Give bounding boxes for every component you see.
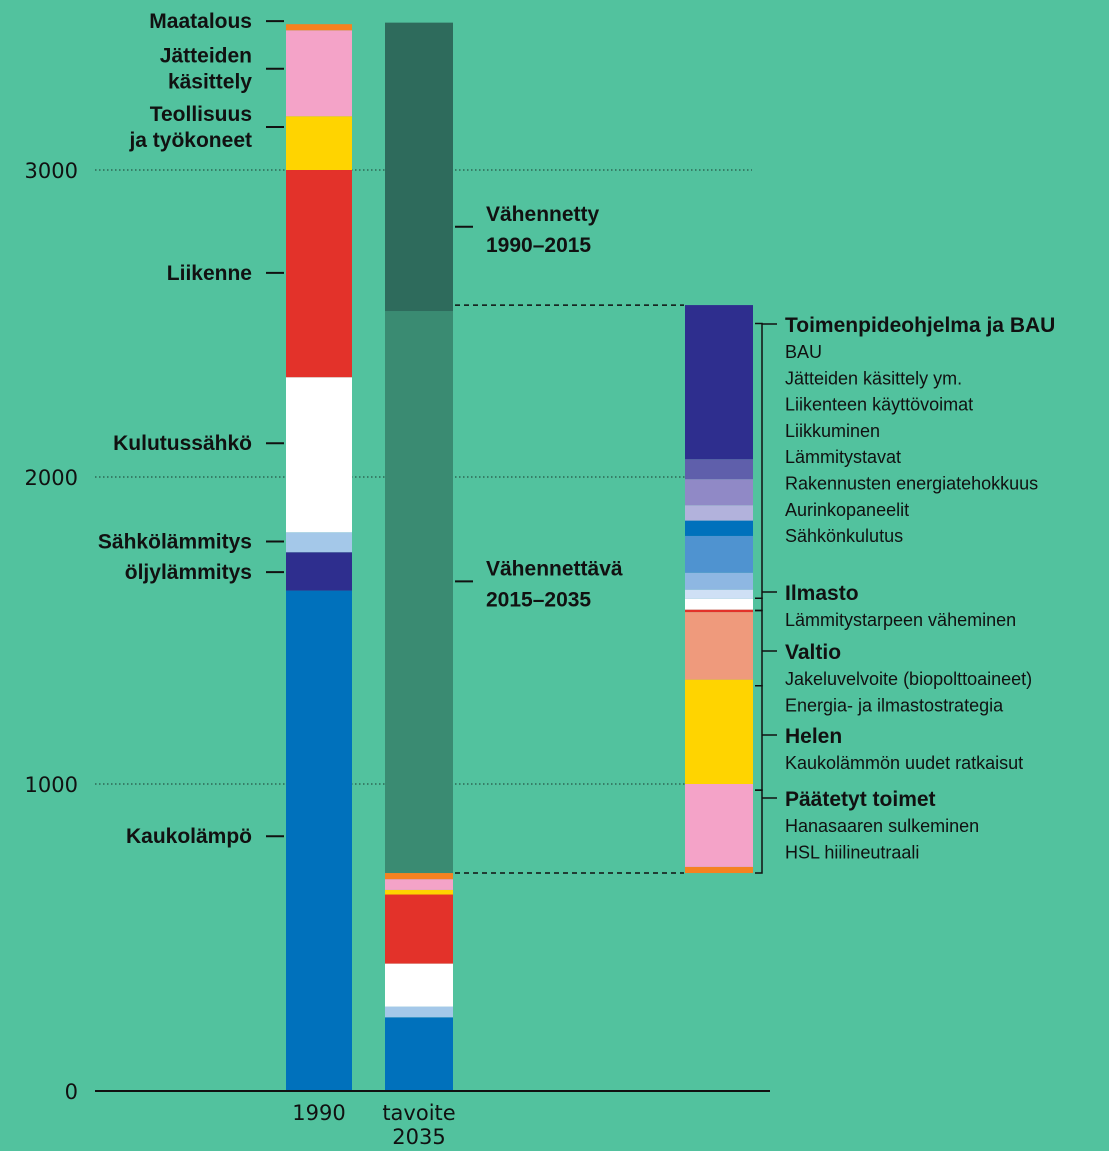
group-bracket: [755, 611, 762, 686]
group-item: Lämmitystarpeen väheminen: [785, 610, 1017, 630]
group-item: Hanasaaren sulkeminen: [785, 816, 980, 836]
group-title: Toimenpideohjelma ja BAU: [785, 314, 1056, 337]
bar-1990-segment: [286, 116, 352, 170]
bar-1990-segment: [286, 170, 352, 377]
bar-2035-segment: [385, 1017, 453, 1091]
group-title: Päätetyt toimet: [785, 788, 936, 811]
category-label: ja työkoneet: [129, 129, 252, 153]
reduction-bar-segment: [685, 505, 753, 520]
reduction-bar-segment: [685, 536, 753, 573]
group-bracket: [755, 598, 762, 610]
reduction-bar-segment: [685, 612, 753, 680]
reduction-bar-segment: [685, 867, 753, 873]
reduction-bar-segment: [685, 680, 753, 784]
reduction-bar-segment: [685, 610, 753, 612]
group-item: Liikenteen käyttövoimat: [785, 394, 974, 415]
category-label: öljylämmitys: [124, 561, 252, 585]
group-item: Kaukolämmön uudet ratkaisut: [785, 753, 1024, 773]
reduction-bar-segment: [685, 573, 753, 590]
bar-1990-segment: [286, 377, 352, 532]
group-item: Aurinkopaneelit: [785, 499, 910, 520]
bar-2035-segment: [385, 895, 453, 964]
reduction-bar-segment: [685, 599, 753, 610]
group-item: Lämmitystavat: [785, 447, 902, 468]
category-label: 1990–2015: [486, 233, 592, 257]
group-bracket: [755, 790, 762, 873]
reduction-bar-segment: [685, 459, 753, 479]
category-label: Jätteiden: [159, 44, 252, 68]
bar-1990-segment: [286, 552, 352, 590]
group-title: Helen: [785, 725, 843, 748]
reduction-bar-segment: [685, 305, 753, 459]
category-label: Kulutussähkö: [113, 432, 252, 456]
group-item: Energia- ja ilmastostrategia: [785, 695, 1004, 716]
reduction-bar-segment: [685, 590, 753, 599]
category-label: Teollisuus: [149, 103, 252, 127]
reduction-bar-segment: [685, 479, 753, 505]
group-item: Jätteiden käsittely ym.: [785, 368, 963, 389]
group-item: BAU: [785, 342, 823, 362]
category-label: käsittely: [167, 70, 252, 94]
labels: [98, 10, 1055, 873]
bar-1990-segment: [286, 30, 352, 116]
category-label: Liikenne: [166, 261, 252, 285]
reduction-bar-segment: [685, 784, 753, 867]
y-tick-label: 1000: [24, 773, 78, 797]
bar-2035-segment: [385, 879, 453, 890]
group-item: Sähkönkulutus: [785, 526, 904, 547]
bar-2035-segment: [385, 964, 453, 1007]
bar-1990-segment: [286, 24, 352, 30]
bar-2035-segment: [385, 890, 453, 895]
group-item: Rakennusten energiatehokkuus: [785, 473, 1039, 494]
bar-2035-segment: [385, 873, 453, 879]
bar-2035-segment: [385, 23, 453, 312]
y-tick-label: 2000: [24, 466, 78, 490]
y-tick-label: 0: [64, 1080, 78, 1104]
category-label: Kaukolämpö: [125, 825, 252, 849]
y-tick-label: 3000: [24, 159, 78, 183]
bar-1990-segment: [286, 532, 352, 552]
x-tick-label: 1990: [292, 1101, 346, 1125]
group-item: HSL hiilineutraali: [785, 842, 920, 863]
category-label: Vähennetty: [486, 202, 600, 226]
x-tick-label: 2035: [392, 1125, 446, 1149]
group-item: Liikkuminen: [785, 420, 881, 441]
x-tick-label: tavoite: [382, 1101, 456, 1125]
bar-1990-segment: [286, 591, 352, 1091]
category-label: Sähkölämmitys: [97, 530, 252, 554]
group-title: Valtio: [785, 641, 842, 664]
category-label: 2015–2035: [486, 588, 592, 612]
group-item: Jakeluvelvoite (biopolttoaineet): [785, 669, 1033, 689]
bar-2035-segment: [385, 1007, 453, 1018]
group-bracket: [755, 324, 762, 599]
bar-2035-segment: [385, 311, 453, 873]
category-label: Vähennettävä: [486, 557, 623, 581]
group-bracket: [755, 686, 762, 790]
group-title: Ilmasto: [785, 582, 859, 605]
category-label: Maatalous: [149, 10, 252, 34]
reduction-bar-segment: [685, 521, 753, 536]
